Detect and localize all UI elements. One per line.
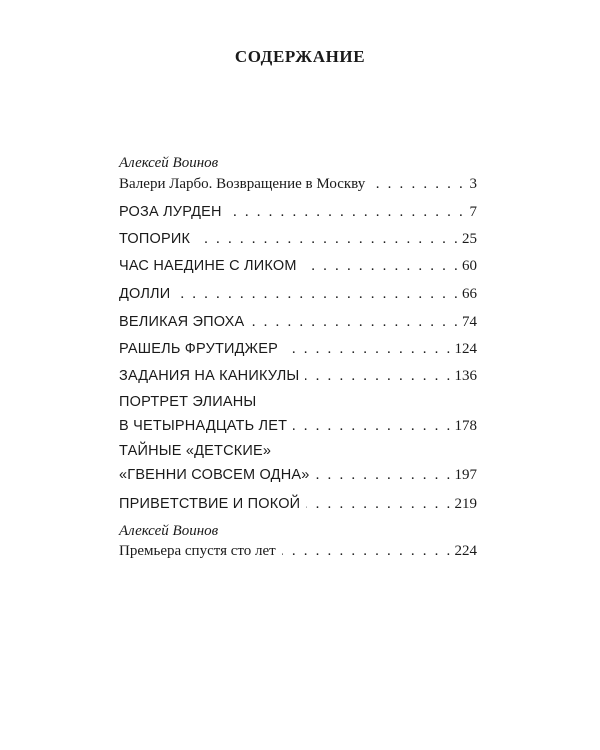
dot-leader (306, 496, 452, 513)
toc-entry-title: ВЕЛИКАЯ ЭПОХА (119, 314, 245, 330)
toc-page-number: 219 (454, 496, 477, 512)
toc-page-number: 136 (454, 368, 477, 384)
toc-entry-tainye[interactable] (119, 443, 477, 491)
dot-leader (196, 231, 460, 248)
dot-leader (305, 368, 452, 385)
toc-entry-roza[interactable] (119, 204, 477, 228)
toc-entry-title-line1: ТАЙНЫЕ «ДЕТСКИЕ» (119, 443, 272, 459)
toc-entry-premiera[interactable] (119, 543, 477, 567)
toc-author: Алексей Воинов (119, 155, 219, 171)
toc-page-number: 224 (454, 543, 477, 559)
dot-leader (316, 467, 453, 484)
dot-leader (250, 314, 460, 331)
toc-page-number: 7 (469, 204, 477, 220)
toc-entry-toporik[interactable] (119, 231, 477, 255)
toc-page-number: 178 (454, 418, 477, 434)
dot-leader (284, 341, 452, 358)
toc-entry-title-line2: «ГВЕННИ СОВСЕМ ОДНА» (119, 467, 310, 483)
page-title: СОДЕРЖАНИЕ (234, 47, 366, 66)
toc-entry-title-line1: ПОРТРЕТ ЭЛИАНЫ (119, 394, 257, 410)
toc-entry-portret[interactable] (119, 394, 477, 442)
toc-page-number: 124 (454, 341, 477, 357)
toc-page-number: 66 (462, 286, 477, 302)
toc-entry-larbo[interactable] (119, 176, 477, 200)
toc-page-number: 3 (469, 176, 477, 192)
toc-entry-dolli[interactable] (119, 286, 477, 310)
toc-entry-title: Валери Ларбо. Возвращение в Москву (119, 176, 366, 192)
toc-entry-title: Премьера спустя сто лет (119, 543, 276, 559)
toc-entry-privetstvie[interactable] (119, 496, 477, 520)
dot-leader (303, 258, 460, 275)
toc-author: Алексей Воинов (119, 523, 219, 539)
dot-leader (228, 204, 465, 221)
toc-entry-title: ПРИВЕТСТВИЕ И ПОКОЙ (119, 496, 301, 512)
toc-page-number: 25 (462, 231, 477, 247)
dot-leader (293, 418, 452, 435)
toc-page-number: 197 (454, 467, 477, 483)
dot-leader (371, 176, 465, 193)
toc-page-number: 60 (462, 258, 477, 274)
toc-entry-epoha[interactable] (119, 314, 477, 338)
toc-entry-title-line2: В ЧЕТЫРНАДЦАТЬ ЛЕТ (119, 418, 288, 434)
toc-entry-zadaniya[interactable] (119, 368, 477, 392)
toc-entry-title: ТОПОРИК (119, 231, 191, 247)
toc-entry-title: ДОЛЛИ (119, 286, 171, 302)
dot-leader (176, 286, 460, 303)
toc-entry-title: РАШЕЛЬ ФРУТИДЖЕР (119, 341, 279, 357)
toc-entry-chas[interactable] (119, 258, 477, 282)
toc-page-number: 74 (462, 314, 477, 330)
toc-entry-title: ЗАДАНИЯ НА КАНИКУЛЫ (119, 368, 300, 384)
toc-entry-title: РОЗА ЛУРДЕН (119, 204, 222, 220)
toc-entry-rashel[interactable] (119, 341, 477, 365)
dot-leader (282, 543, 453, 560)
toc-entry-title: ЧАС НАЕДИНЕ С ЛИКОМ (119, 258, 297, 274)
